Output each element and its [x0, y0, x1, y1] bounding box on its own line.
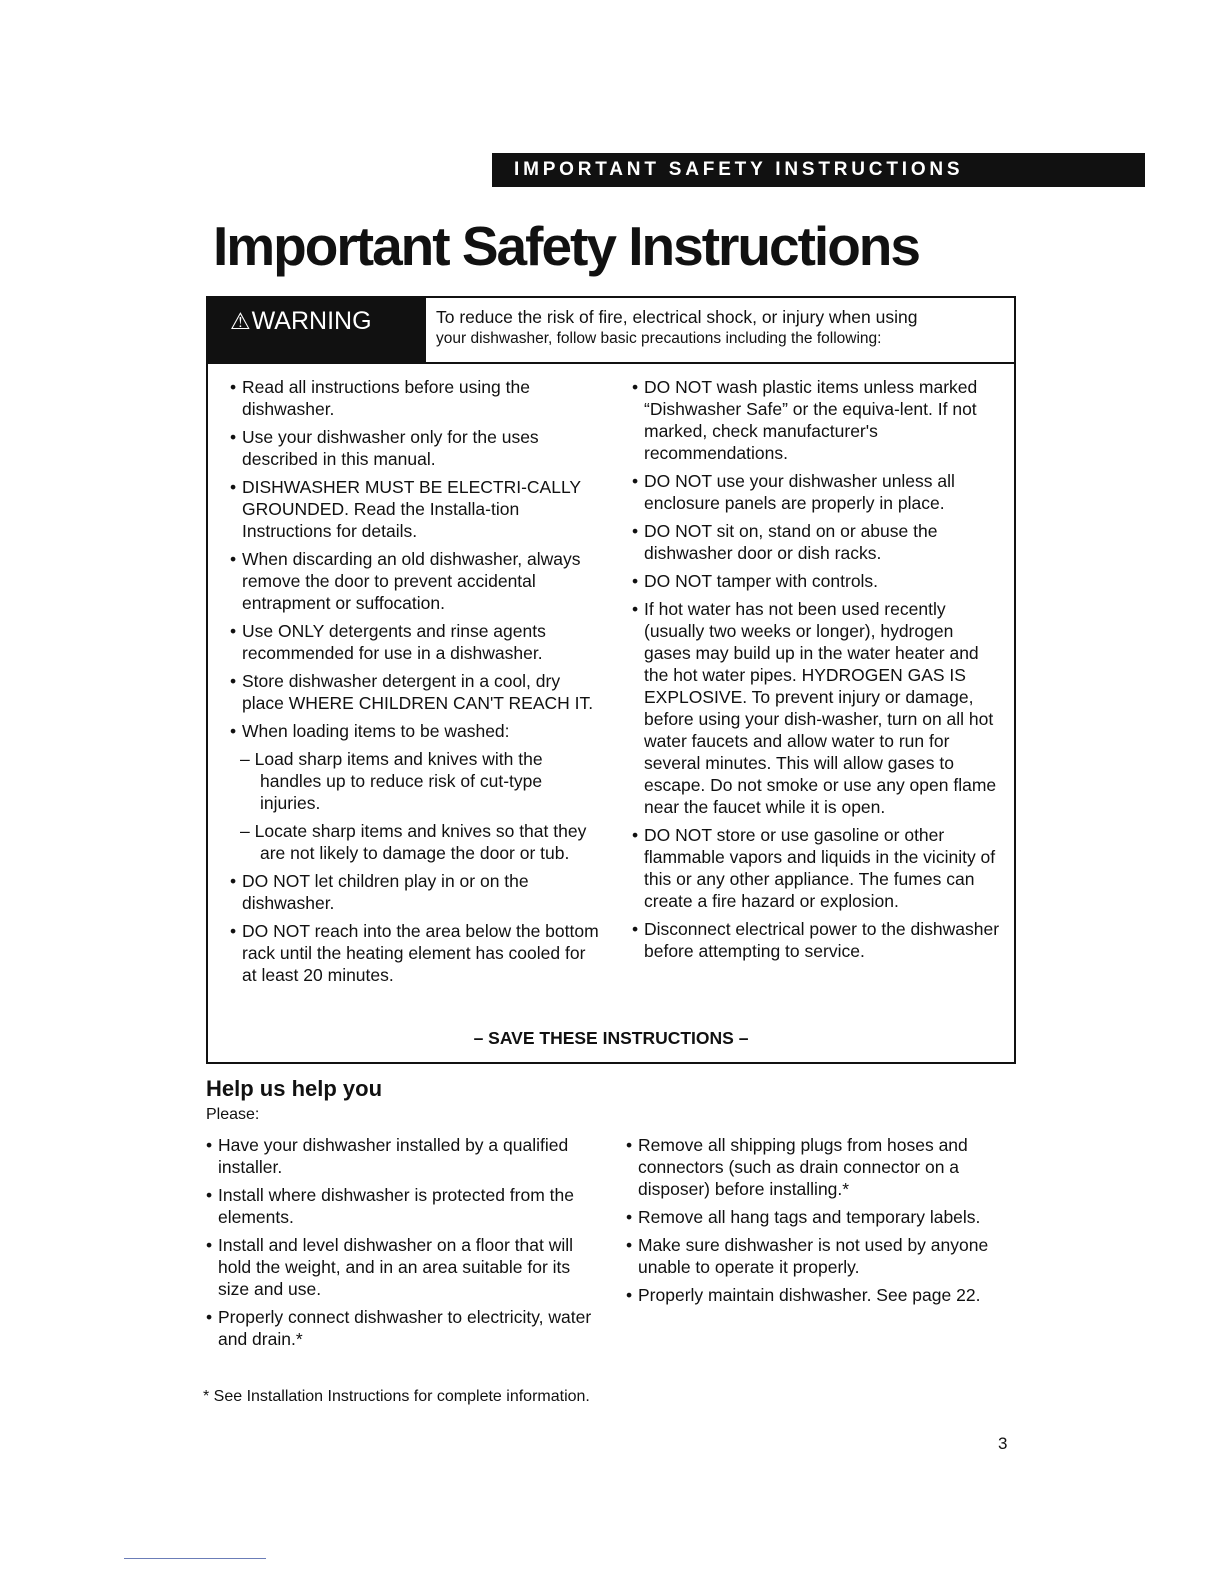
warning-label-text: WARNING: [251, 307, 372, 335]
list-item: • Use your dishwasher only for the uses described in this manual.: [230, 427, 539, 469]
list-item: • When discarding an old dishwasher, always remove the door to prevent accidental entrapment or suffocation.: [230, 549, 581, 613]
list-item: • Install where dishwasher is protected from the elements.: [206, 1185, 574, 1227]
list-subitem: – Load sharp items and knives with the handles up to reduce risk of cut-type injuries.: [240, 749, 543, 813]
help-section-title: Help us help you: [206, 1076, 383, 1101]
warning-label: [208, 298, 426, 363]
list-item: • Remove all shipping plugs from hoses and connectors (such as drain connector on a disposer) before installing.*: [626, 1135, 968, 1199]
help-please: Please:: [206, 1106, 260, 1123]
warning-intro-line-1: To reduce the risk of fire, electrical shock, or injury when using: [436, 307, 918, 327]
list-item: • DO NOT let children play in or on the dishwasher.: [230, 871, 529, 913]
list-item: • DISHWASHER MUST BE ELECTRI-CALLY GROUNDED. Read the Installa-tion Instructions for details.: [230, 477, 581, 541]
warning-divider: [208, 362, 1014, 364]
list-item: • Make sure dishwasher is not used by anyone unable to operate it properly.: [626, 1235, 989, 1277]
list-item: • Read all instructions before using the dishwasher.: [230, 377, 530, 419]
list-item: • Properly maintain dishwasher. See page 22.: [626, 1285, 981, 1305]
footnote: * See Installation Instructions for complete information.: [203, 1388, 590, 1405]
help-right-column: [626, 1134, 1026, 1312]
list-item: • DO NOT use your dishwasher unless all enclosure panels are properly in place.: [632, 471, 955, 513]
list-item: • Use ONLY detergents and rinse agents recommended for use in a dishwasher.: [230, 621, 546, 663]
list-item: • DO NOT tamper with controls.: [632, 571, 879, 591]
list-item: • DO NOT sit on, stand on or abuse the dishwasher door or dish racks.: [632, 521, 938, 563]
list-item: • Install and level dishwasher on a floor that will hold the weight, and in an area suitable for its size and use.: [206, 1235, 574, 1299]
list-item: • Store dishwasher detergent in a cool, dry place WHERE CHILDREN CAN'T REACH IT.: [230, 671, 594, 713]
warning-intro: [436, 306, 1006, 350]
warning-triangle-icon: ⚠: [230, 308, 251, 334]
list-item: • DO NOT wash plastic items unless marked “Dishwasher Safe” or the equiva-lent. If not marked, check manufacturer's recommendations.: [632, 377, 978, 463]
save-instructions-line: – SAVE THESE INSTRUCTIONS –: [473, 1028, 749, 1048]
list-item: • Properly connect dishwasher to electricity, water and drain.*: [206, 1307, 592, 1349]
list-item: • DO NOT reach into the area below the bottom rack until the heating element has cooled for at least 20 minutes.: [230, 921, 599, 985]
help-left-column: [206, 1134, 592, 1356]
warning-left-column: [230, 376, 602, 992]
list-item: • DO NOT store or use gasoline or other flammable vapors and liquids in the vicinity of this or any other appliance. The fumes can create a fire hazard or explosion.: [632, 825, 996, 911]
bottom-rule: [124, 1558, 266, 1559]
warning-box: [206, 296, 1016, 1064]
section-header-label: IMPORTANT SAFETY INSTRUCTIONS: [514, 159, 964, 180]
list-item: • Disconnect electrical power to the dishwasher before attempting to service.: [632, 919, 1000, 961]
list-item: • If hot water has not been used recently (usually two weeks or longer), hydrogen gases may build up in the water heater and the hot water pipes. HYDROGEN GAS IS EXPLOSIVE. To prevent injury or damage, before using your dish-washer, turn on all hot water faucets and allow water to run for several minutes. This will allow gases to escape. Do not smoke or use any open flame near the faucet while it is open.: [632, 599, 997, 817]
list-item: • Remove all hang tags and temporary labels.: [626, 1207, 981, 1227]
list-item: • Have your dishwasher installed by a qualified installer.: [206, 1135, 569, 1177]
page-number: 3: [998, 1434, 1008, 1453]
section-header-bar: [492, 153, 1145, 187]
list-item: • When loading items to be washed:: [230, 721, 510, 741]
warning-right-column: [632, 376, 1004, 968]
page-title: Important Safety Instructions: [213, 215, 919, 277]
warning-intro-line-2: your dishwasher, follow basic precautions including the following:: [436, 330, 882, 347]
list-subitem: – Locate sharp items and knives so that they are not likely to damage the door or tub.: [240, 821, 587, 863]
